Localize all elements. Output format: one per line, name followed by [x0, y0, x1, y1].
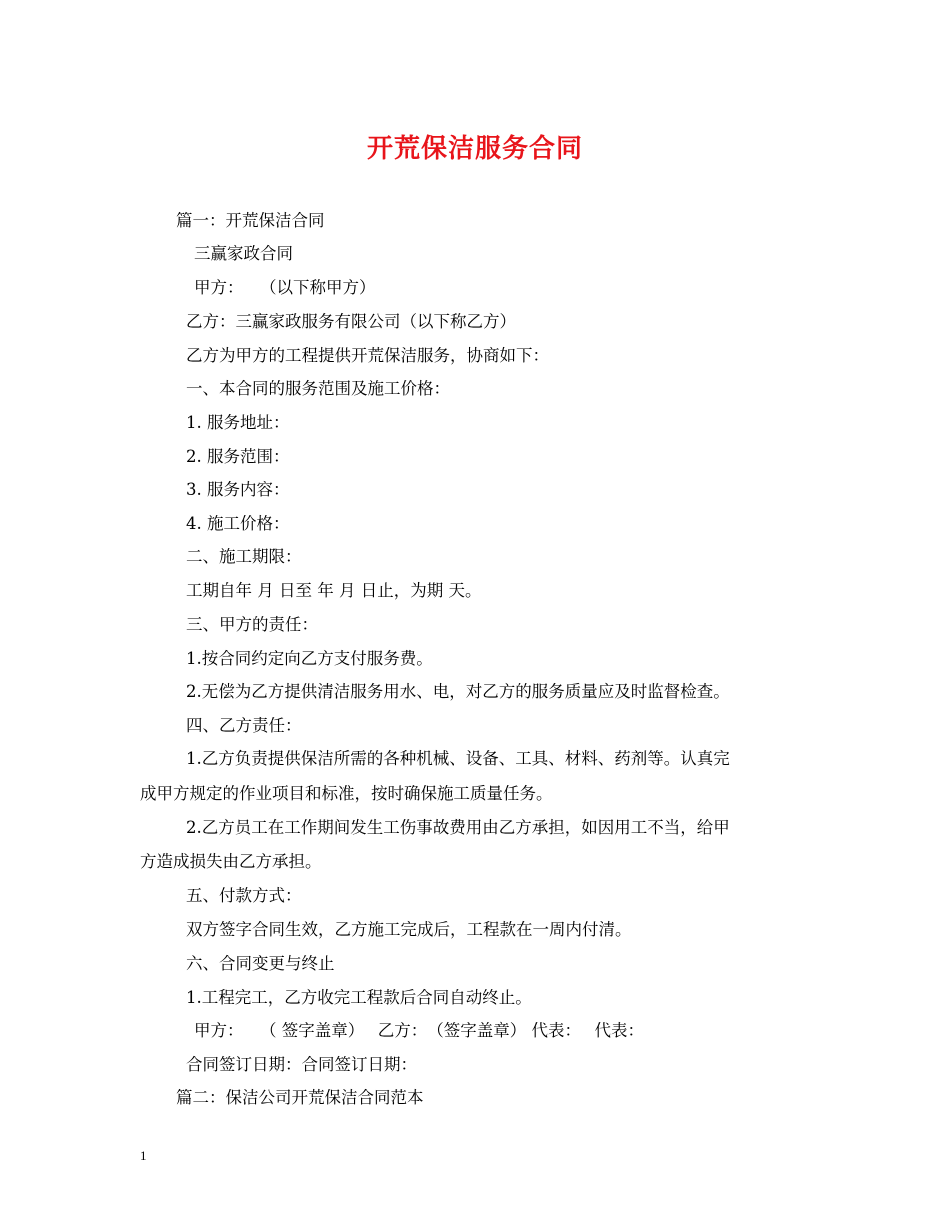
clause-1-heading: 一、本合同的服务范围及施工价格：: [186, 379, 450, 398]
page-number: 1: [140, 1148, 147, 1163]
clause-1-item-3: 3. 服务内容：: [186, 480, 290, 499]
clause-2-period: 工期自年 月 日至 年 月 日止，为期 天。: [186, 581, 482, 600]
clause-4-item-2-line-1: 2.乙方员工在工作期间发生工伤事故费用由乙方承担，如因用工不当，给甲: [186, 818, 730, 837]
clause-4-item-1-line-1: 1.乙方负责提供保洁所需的各种机械、设备、工具、材料、药剂等。认真完: [186, 749, 730, 768]
clause-3-item-1: 1.按合同约定向乙方支付服务费。: [186, 649, 433, 668]
contract-name: 三赢家政合同: [194, 244, 293, 263]
clause-6-heading: 六、合同变更与终止: [186, 954, 335, 973]
section-heading-part-1: 篇一：开荒保洁合同: [176, 211, 325, 230]
clause-1-item-1: 1. 服务地址：: [186, 413, 290, 432]
clause-5-heading: 五、付款方式：: [186, 886, 302, 905]
document-title: 开荒保洁服务合同: [366, 134, 583, 164]
party-b-line: 乙方：三赢家政服务有限公司（以下称乙方）: [186, 312, 516, 331]
clause-4-heading: 四、乙方责任：: [186, 716, 302, 735]
section-heading-part-2: 篇二：保洁公司开荒保洁合同范本: [176, 1088, 424, 1107]
clause-2-heading: 二、施工期限：: [186, 547, 302, 566]
signature-line: 甲方： （ 签字盖章） 乙方： （签字盖章） 代表： 代表：: [194, 1021, 644, 1040]
clause-3-item-2: 2.无偿为乙方提供清洁服务用水、电，对乙方的服务质量应及时监督检查。: [186, 682, 730, 701]
party-a-line: 甲方： （以下称甲方）: [194, 278, 376, 297]
clause-3-heading: 三、甲方的责任：: [186, 615, 318, 634]
clause-6-item-1: 1.工程完工，乙方收完工程款后合同自动终止。: [186, 988, 532, 1007]
clause-1-item-2: 2. 服务范围：: [186, 447, 290, 466]
clause-5-payment: 双方签字合同生效，乙方施工完成后，工程款在一周内付清。: [186, 920, 632, 939]
clause-1-item-4: 4. 施工价格：: [186, 514, 290, 533]
intro-line: 乙方为甲方的工程提供开荒保洁服务，协商如下：: [186, 346, 549, 365]
signing-date-line: 合同签订日期：合同签订日期：: [186, 1055, 417, 1074]
clause-4-item-1-line-2: 成甲方规定的作业项目和标准，按时确保施工质量任务。: [140, 784, 553, 803]
clause-4-item-2-line-2: 方造成损失由乙方承担。: [140, 852, 322, 871]
